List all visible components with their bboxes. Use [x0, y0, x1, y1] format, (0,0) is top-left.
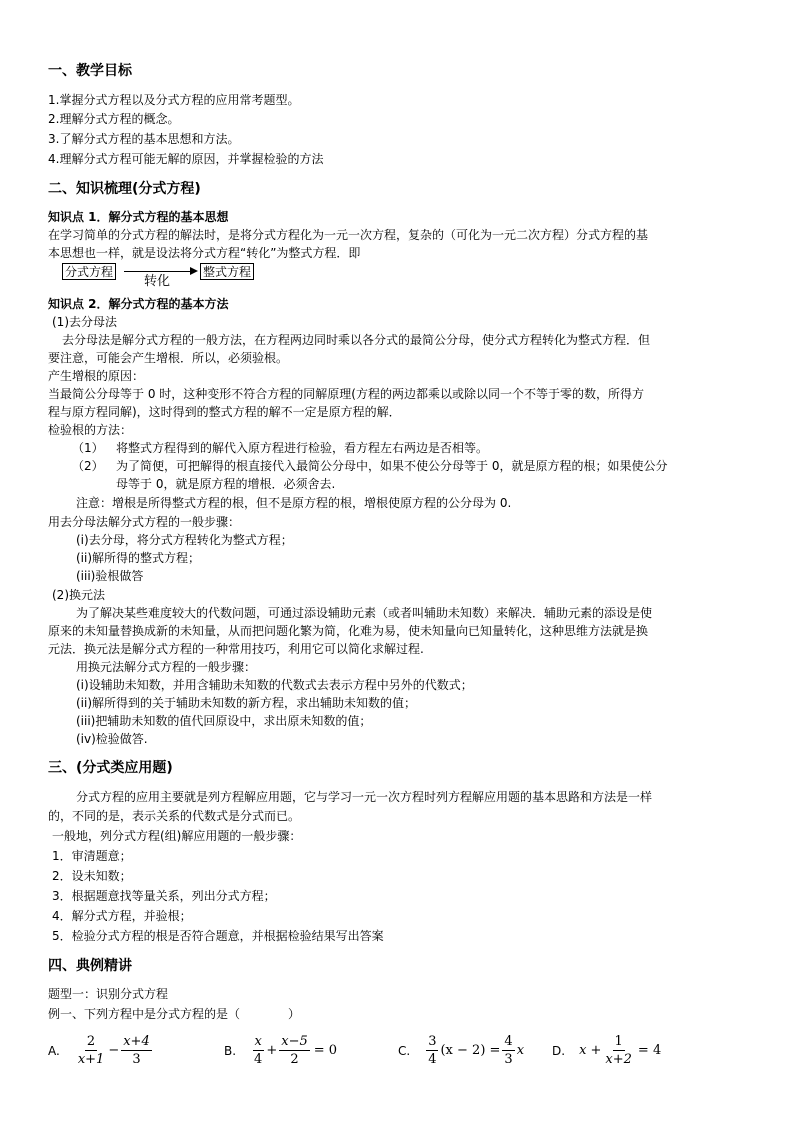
note-text: 注意：增根是所得整式方程的根，但不是原方程的根，增根使原方程的公分母为 0.: [76, 496, 512, 510]
option-c-f2-numerator: 4: [504, 1034, 513, 1049]
option-a-fraction-2: [121, 1034, 152, 1067]
section-3-steps-title: 一般地，列分式方程(组)解应用题的一般步骤：: [52, 829, 302, 843]
method-2-para-line-2: 原来的未知量替换成新的未知量，从而把问题化繁为简，化难为易，使未知量向已知量转化，这种思维方法就是换: [48, 624, 649, 638]
option-a-f1-numerator: 2: [86, 1034, 96, 1049]
example-1-stem: 例一、下列方程中是分式方程的是（ ）: [48, 1007, 301, 1021]
option-a-label: A.: [48, 1043, 60, 1058]
option-b-f2-denominator: 2: [290, 1052, 299, 1067]
option-d-f1-numerator: 1: [614, 1034, 623, 1049]
option-c: [398, 1034, 524, 1067]
goal-item-4: 4.理解分式方程可能无解的原因，并掌握检验的方法: [48, 152, 324, 166]
diagram-arrow: [124, 271, 190, 272]
option-b-fraction-1: [252, 1034, 264, 1067]
steps-1-item-3: (iii)验根做答: [76, 569, 144, 583]
option-c-fraction-2: [502, 1034, 514, 1067]
knowledge-2-title: 知识点 2．解分式方程的基本方法: [48, 297, 229, 311]
option-b-f1-numerator: x: [254, 1034, 262, 1049]
section-3-step-3: 3．根据题意找等量关系，列出分式方程；: [52, 889, 276, 903]
option-c-f1-denominator: 4: [428, 1052, 437, 1067]
option-c-label: C.: [398, 1043, 411, 1058]
option-a-f2-numerator: x+4: [123, 1034, 150, 1049]
option-d-f1-denominator: x+2: [605, 1052, 632, 1067]
steps-2-item-2: (ii)解所得到的关于辅助未知数的新方程，求出辅助未知数的值；: [76, 696, 417, 710]
option-d-lead: x +: [579, 1043, 602, 1058]
section-3-step-1: 1．审清题意；: [52, 849, 132, 863]
check-2-text-line-1: 为了简便，可把解得的根直接代入最简公分母中，如果不使公分母等于 0，就是原方程的根；如果使公分: [116, 459, 668, 473]
method-1-title: (1)去分母法: [52, 315, 117, 329]
method-2-title: (2)换元法: [52, 588, 105, 602]
method-2-para-line-3: 元法．换元法是解分式方程的一种常用技巧，利用它可以简化求解过程.: [48, 642, 424, 656]
question-type-1: 题型一：识别分式方程: [48, 987, 169, 1001]
option-c-f1-numerator: 3: [428, 1034, 437, 1049]
cause-para-line-2: 程与原方程同解)，这时得到的整式方程的解不一定是原方程的解．: [48, 405, 401, 419]
option-d-label: D.: [552, 1043, 566, 1058]
option-b-label: B.: [224, 1043, 237, 1058]
section-3-step-5: 5．检验分式方程的根是否符合题意，并根据检验结果写出答案: [52, 929, 384, 943]
cause-para-line-1: 当最简公分母等于 0 时，这种变形不符合方程的同解原理(方程的两边都乘以或除以同一个不等于零的数，所得方: [48, 387, 644, 401]
section-1-title: 一、教学目标: [48, 63, 132, 79]
option-a-f2-denominator: 3: [132, 1052, 141, 1067]
diagram-left-box: 分式方程: [62, 263, 116, 280]
diagram-right-box: 整式方程: [200, 263, 254, 280]
section-3-step-4: 4．解分式方程，并验根；: [52, 909, 192, 923]
check-1-text: 将整式方程得到的解代入原方程进行检验，看方程左右两边是否相等。: [116, 441, 489, 455]
method-1-para-line-1: 去分母法是解分式方程的一般方法，在方程两边同时乘以各分式的最简公分母，使分式方程转化为整式方程．但: [62, 333, 651, 347]
option-d: [552, 1034, 661, 1067]
option-c-middle: (x − 2) =: [440, 1043, 501, 1058]
check-1-number: （1）: [72, 441, 104, 455]
option-a-operator: −: [108, 1043, 120, 1058]
section-3-title: 三、(分式类应用题): [48, 760, 173, 776]
option-b-operator: +: [266, 1043, 278, 1058]
steps-2-item-3: (iii)把辅助未知数的值代回原设中，求出原未知数的值；: [76, 714, 372, 728]
section-4-title: 四、典例精讲: [48, 958, 132, 974]
knowledge-1-para-line-2: 本思想也一样，就是设法将分式方程“转化”为整式方程．即: [48, 246, 361, 260]
method-1-para-line-2: 要注意，可能会产生增根．所以，必须验根。: [48, 351, 289, 365]
knowledge-1-title: 知识点 1．解分式方程的基本思想: [48, 210, 229, 224]
steps-1-item-1: (i)去分母，将分式方程转化为整式方程；: [76, 533, 293, 547]
option-c-tail: x: [516, 1043, 525, 1058]
goal-item-3: 3.了解分式方程的基本思想和方法。: [48, 132, 240, 146]
section-2-title: 二、知识梳理(分式方程): [48, 181, 201, 197]
steps-1-title: 用去分母法解分式方程的一般步骤：: [48, 515, 241, 529]
steps-2-item-1: (i)设辅助未知数，并用含辅助未知数的代数式去表示方程中另外的代数式；: [76, 678, 473, 692]
steps-2-title: 用换元法解分式方程的一般步骤：: [76, 660, 257, 674]
option-b-rhs: = 0: [313, 1043, 338, 1058]
option-d-rhs: = 4: [637, 1043, 662, 1058]
section-3-para-line-1: 分式方程的应用主要就是列方程解应用题，它与学习一元一次方程时列方程解应用题的基本思路和方法是一样: [76, 790, 653, 804]
knowledge-1-para-line-1: 在学习简单的分式方程的解法时，是将分式方程化为一元一次方程，复杂的（可化为一元二次方程）分式方程的基: [48, 228, 649, 242]
option-d-fraction-1: [603, 1034, 634, 1067]
steps-1-item-2: (ii)解所得的整式方程；: [76, 551, 201, 565]
option-a-fraction-1: [76, 1034, 107, 1067]
option-b: [224, 1034, 337, 1067]
diagram-arrow-head: [190, 267, 198, 275]
diagram-arrow-label: 转化: [144, 274, 171, 289]
option-b-f1-denominator: 4: [254, 1052, 263, 1067]
option-a-f1-denominator: x+1: [77, 1052, 105, 1067]
check-2-text-line-2: 母等于 0，就是原方程的增根．必须舍去.: [116, 477, 336, 491]
section-3-step-2: 2．设未知数；: [52, 869, 132, 883]
check-2-number: （2）: [72, 459, 104, 473]
option-c-f2-denominator: 3: [504, 1052, 513, 1067]
section-3-para-line-2: 的，不同的是，表示关系的代数式是分式而已。: [48, 809, 301, 823]
goal-item-1: 1.掌握分式方程以及分式方程的应用常考题型。: [48, 93, 300, 107]
check-title: 检验根的方法：: [48, 423, 133, 437]
method-2-para-line-1: 为了解决某些难度较大的代数问题，可通过添设辅助元素（或者叫辅助未知数）来解决．辅助元素的添设是使: [76, 606, 653, 620]
option-b-f2-numerator: x−5: [281, 1034, 308, 1049]
cause-title: 产生增根的原因：: [48, 369, 145, 383]
option-b-fraction-2: [279, 1034, 310, 1067]
steps-2-item-4: (iv)检验做答.: [76, 732, 148, 746]
option-a: [48, 1034, 154, 1067]
option-c-fraction-1: [426, 1034, 438, 1067]
goal-item-2: 2.理解分式方程的概念。: [48, 112, 180, 126]
